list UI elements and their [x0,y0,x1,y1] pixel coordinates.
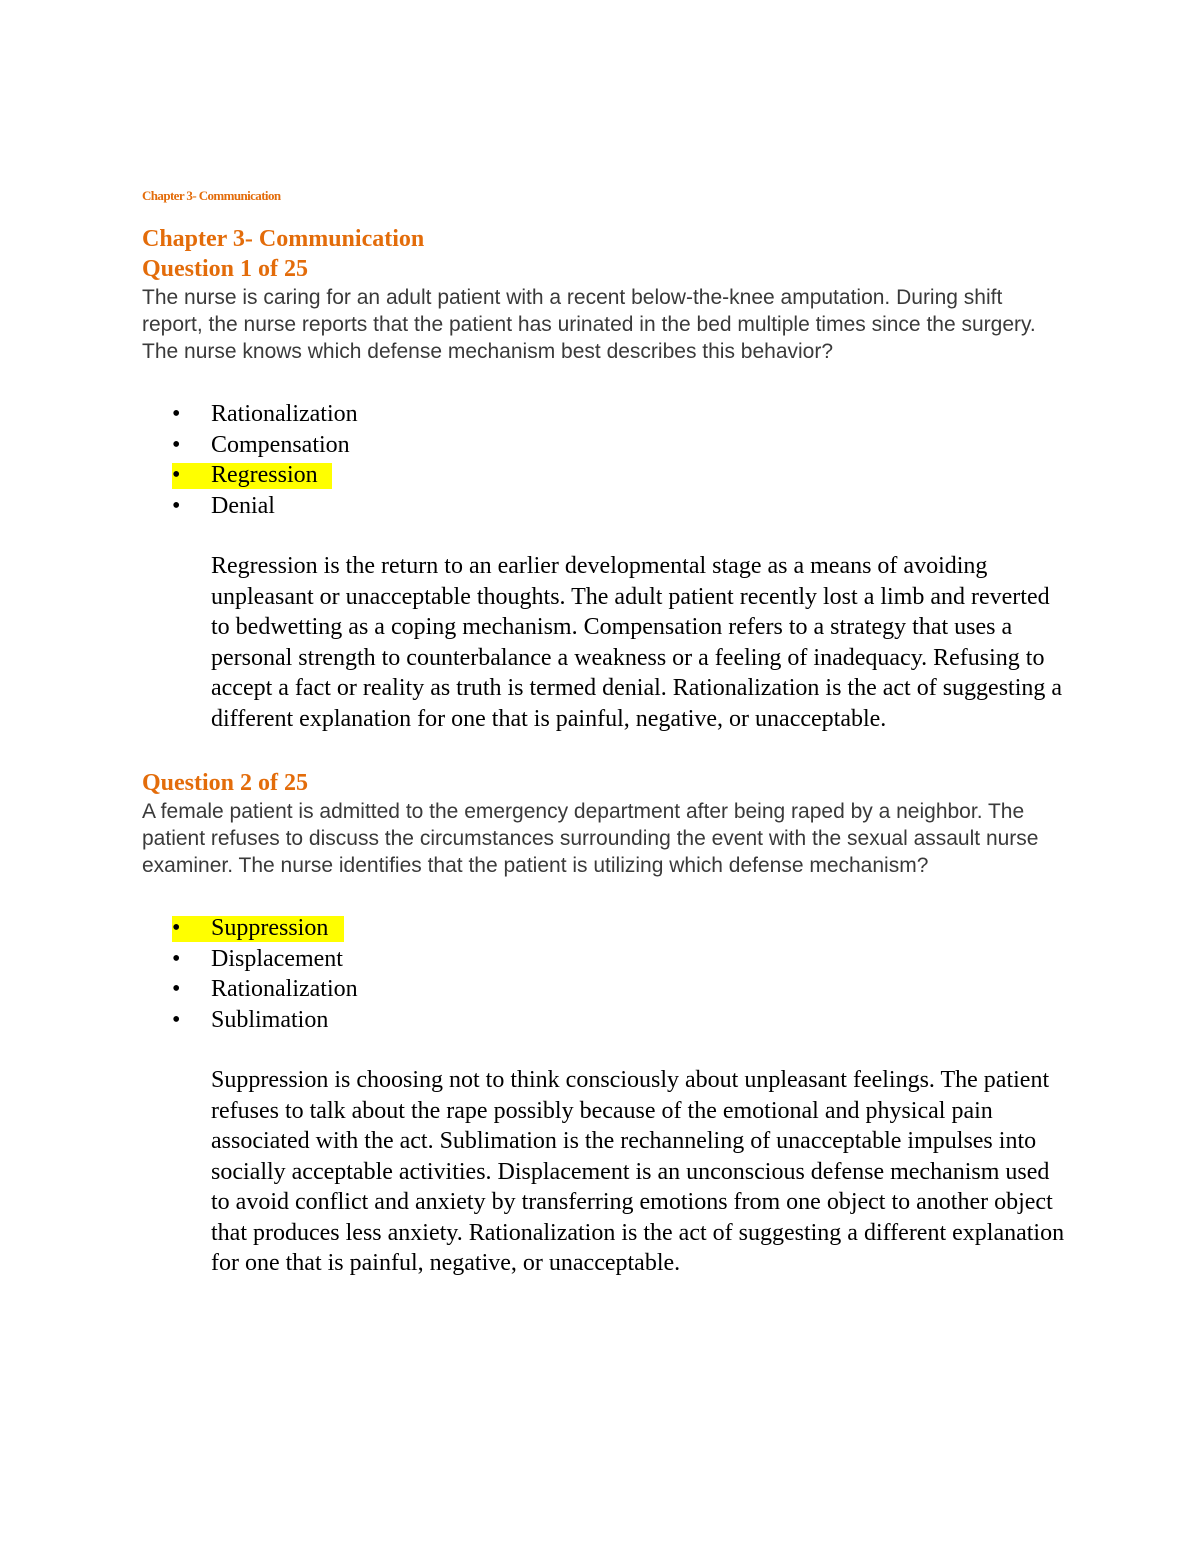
chapter-title: Chapter 3- Communication [142,226,425,252]
answer-option-label: Compensation [211,431,350,458]
question-text: A female patient is admitted to the emergency department after being raped by a neighbor. The patient refuses to discuss the circumstances surrounding the event with the sexual assault nurse examiner. The nurse identifies that the patient is utilizing which defense mechanism? [142,800,1039,877]
answer-option [142,430,1062,461]
bullet-icon: • [172,462,181,488]
answer-option-label: Regression [211,462,318,488]
bullet-icon: • [172,915,181,941]
correct-answer-option [142,913,1062,944]
running-header: Chapter 3- Communication [142,188,281,203]
answer-option [142,399,1062,430]
page-content [142,186,1065,1279]
correct-answer-option [142,460,1062,491]
bullet-icon: • [172,945,181,972]
answer-explanation: Regression is the return to an earlier developmental stage as a means of avoiding unpleasant or unacceptable thoughts. The adult patient recently lost a limb and reverted to bedwetting as a coping mechanism. Compensation refers to a strategy that uses a personal strength to counterbalance a weakness or a feeling of inadequacy. Refusing to accept a fact or reality as truth is termed denial. Rationalization is the act of suggesting a different explanation for one that is painful, negative, or unacceptable. [211,553,1063,732]
answer-option [142,1005,1062,1036]
question-title: Question 2 of 25 [142,770,309,796]
answer-option [142,944,1062,975]
answer-option-label: Denial [211,492,275,519]
question-title: Question 1 of 25 [142,256,309,282]
bullet-icon: • [172,976,181,1002]
bullet-icon: • [172,1006,181,1033]
answer-option-label: Sublimation [211,1006,329,1033]
answer-explanation: Suppression is choosing not to think consciously about unpleasant feelings. The patient refuses to talk about the rape possibly because of the emotional and physical pain associated with the act. Sublimation is the rechanneling of unacceptable impulses into socially acceptable activities. Displacement is an unconscious defense mechanism used to avoid conflict and anxiety by transferring emotions from one object to another object that produces less anxiety. Rationalization is the act of suggesting a different explanation for one that is painful, negative, or unacceptable. [211,1067,1065,1276]
answer-option-label: Rationalization [211,976,358,1002]
answer-options [142,913,1062,1035]
answer-options [142,399,1062,521]
bullet-icon: • [172,492,181,519]
question-text: The nurse is caring for an adult patient with a recent below-the-knee amputation. During shift report, the nurse reports that the patient has urinated in the bed multiple times since the surgery. The nurse knows which defense mechanism best describes this behavior? [142,286,1036,363]
question-block [142,254,1062,734]
answer-option-label: Displacement [211,945,343,972]
answer-option [142,974,1062,1005]
answer-option-label: Rationalization [211,401,358,427]
answer-option-label: Suppression [211,915,329,941]
question-block [142,768,1065,1279]
answer-option [142,491,1062,522]
bullet-icon: • [172,431,181,458]
bullet-icon: • [172,401,181,427]
